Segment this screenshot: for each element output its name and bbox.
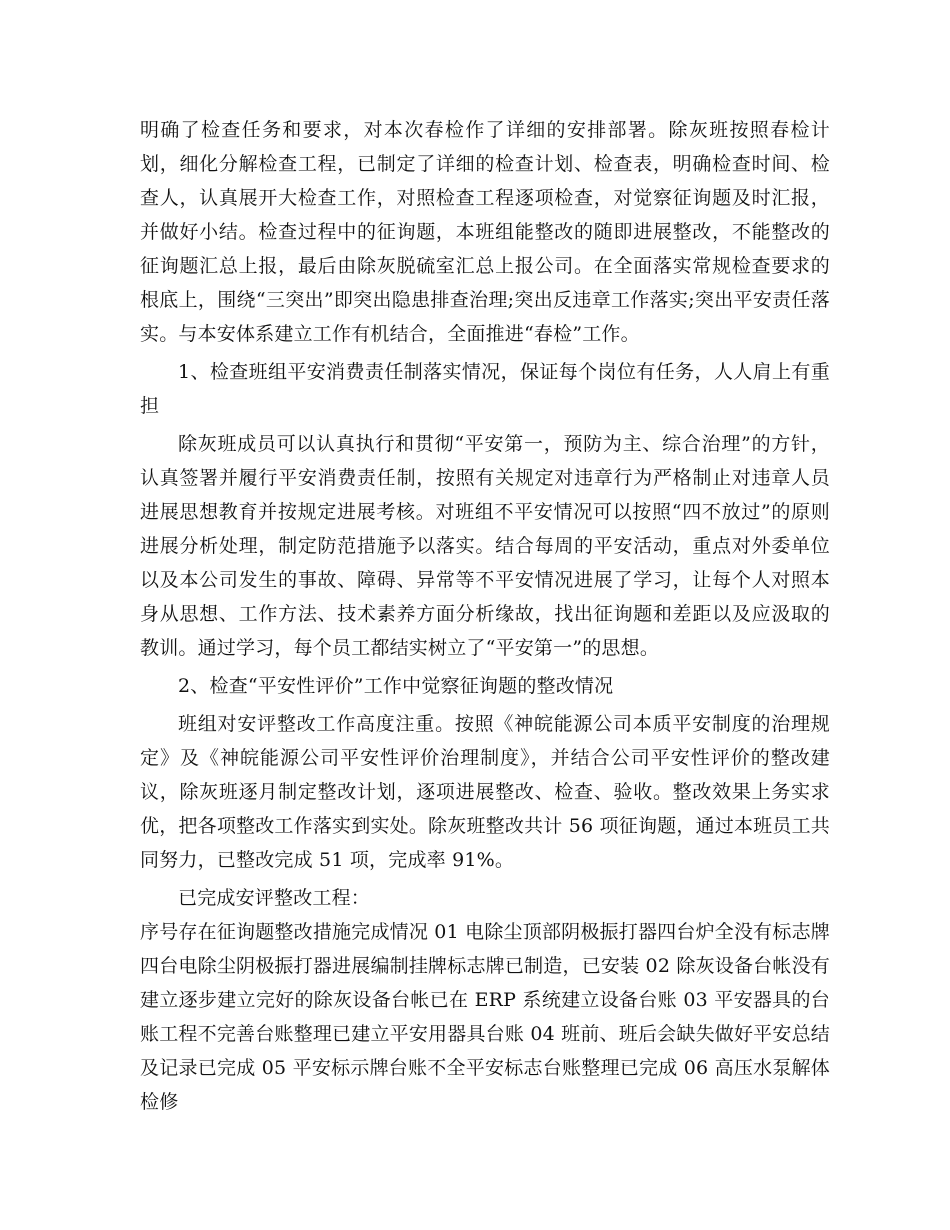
section-heading-1: 1、检查班组平安消费责任制落实情况，保证每个岗位有任务，人人肩上有重担 (140, 361, 830, 417)
completed-items-heading: 已完成安评整改工程： (178, 887, 371, 909)
paragraph-intro: 明确了检查任务和要求，对本次春检作了详细的安排部署。除灰班按照春检计划，细化分解检查工程，已制定了详细的检查计划、检查表，明确检查时间、检查人，认真展开大检查工作，对照检查工程逐项检查，对觉察征询题及时汇报，并做好小结。检查过程中的征询题，本班组能整改的随即进展整改，不能整改的征询题汇总上报，最后由除灰脱硫室汇总上报公司。在全面落实常规检查要求的根底上，围绕“三突出”即突出隐患排查治理;突出反违章工作落实;突出平安责任落实。与本安体系建立工作有机结合，全面推进“春检”工作。 (140, 119, 830, 345)
paragraph-rectification: 班组对安评整改工作高度注重。按照《神皖能源公司本质平安制度的治理规定》及《神皖能源公司平安性评价治理制度》，并结合公司平安性评价的整改建议，除灰班逐月制定整改计划，逐项进展整改、检查、验收。整改效果上务实求优，把各项整改工作落实到实处。除灰班整改共计 56 项征询题，通过本班员工共同努力，已整改完成 51 项，完成率 91%。 (140, 713, 830, 871)
paragraph-responsibility: 除灰班成员可以认真执行和贯彻“平安第一，预防为主、综合治理”的方针，认真签署并履行平安消费责任制，按照有关规定对违章行为严格制止对违章人员进展思想教育并按规定进展考核。对班组不平安情况可以按照“四不放过”的原则进展分析处理，制定防范措施予以落实。结合每周的平安活动，重点对外委单位以及本公司发生的事故、障碍、异常等不平安情况进展了学习，让每个人对照本身从思想、工作方法、技术素养方面分析缘故，找出征询题和差距以及应汲取的教训。通过学习，每个员工都结实树立了“平安第一”的思想。 (140, 433, 830, 659)
document-body (140, 113, 830, 1119)
section-heading-2: 2、检查“平安性评价”工作中觉察征询题的整改情况 (178, 675, 614, 697)
completed-items-list: 序号存在征询题整改措施完成情况 01 电除尘顶部阴极振打器四台炉全没有标志牌四台电除尘阴极振打器进展编制挂牌标志牌已制造，已安装 02 除灰设备台帐没有建立逐步建立完好的除灰设备台帐已在 ERP 系统建立设备台账 03 平安器具的台账工程不完善台账整理已建立平安用器具台账 04 班前、班后会缺失做好平安总结及记录已完成 05 平安标示牌台账不全平安标志台账整理已完成 06 高压水泵解体检修 (140, 921, 830, 1113)
